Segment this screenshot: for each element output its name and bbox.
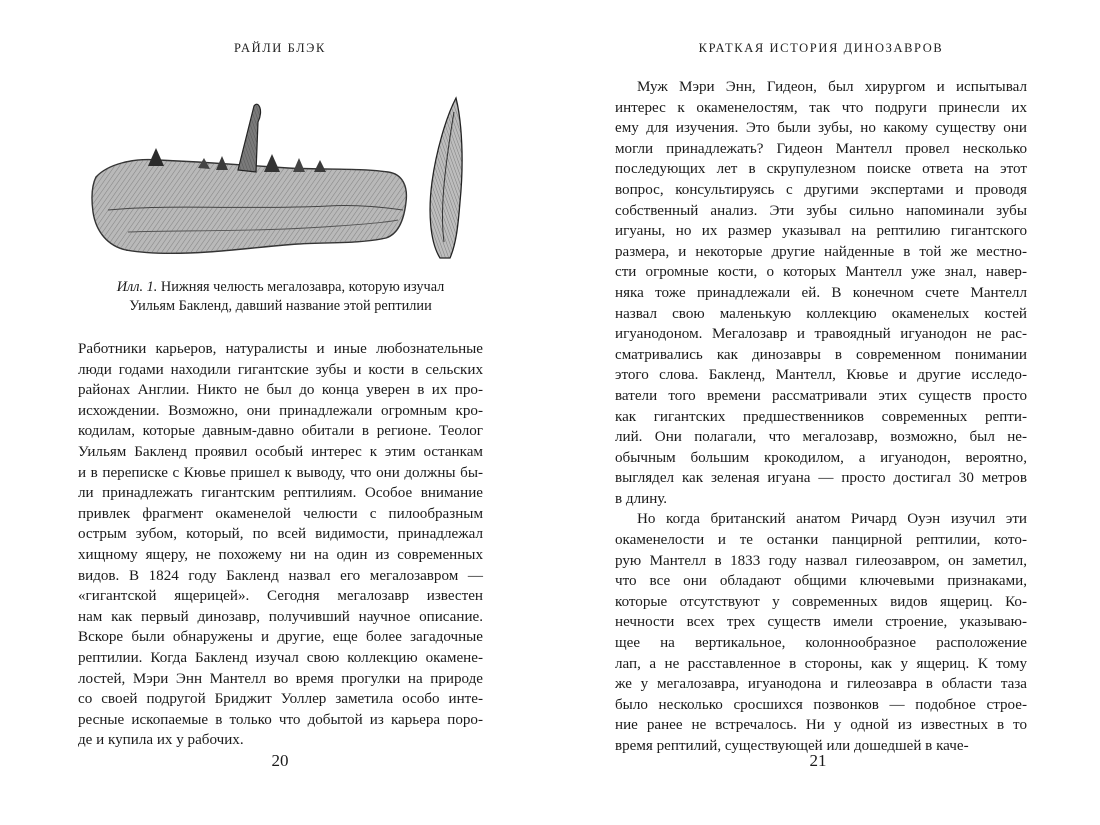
text-line: Уильям Бакленд проявил особый интерес к этим останкам [78, 443, 483, 460]
text-line: нечности всех трех существ имели строение, указываю- [615, 614, 1027, 631]
text-line: собственный анализ. Эти зубы сильно напоминали зубы [615, 202, 1027, 219]
text-line: было несколько сросшихся позвонков — подобное строе- [615, 696, 1027, 713]
text-line: де и купила их у рабочих. [78, 732, 244, 749]
running-head-title: КРАТКАЯ ИСТОРИЯ ДИНОЗАВРОВ [698, 41, 944, 55]
text-line: Муж Мэри Энн, Гидеон, был хирургом и испытывал [637, 79, 1027, 95]
text-line: лий. Они полагали, что мегалозавр, возможно, был не- [615, 429, 1027, 446]
text-line: могли принадлежать? Гидеон Мантелл провел несколько [615, 140, 1027, 157]
text-line: ему для изучения. Это были зубы, но какому существу они [615, 120, 1027, 137]
text-line: как гигантских предшественников современных репти- [615, 408, 1027, 425]
paragraph [615, 77, 1027, 509]
text-line: видов. В 1824 году Бакленд назвал его мегалозавром — [78, 567, 483, 584]
text-line: острым зубом, который, по всей видимости, принадлежал [78, 526, 483, 543]
text-line: что все они обладают общими ключевыми признаками, [615, 573, 1027, 590]
text-line: окаменелости и те останки панцирной рептилии, кото- [615, 532, 1027, 549]
text-line: Вскоре были обнаружены и другие, еще более загадочные [78, 629, 483, 646]
text-line: Работники карьеров, натуралисты и иные любознательные [78, 341, 483, 357]
text-line: рептилии. Когда Бакленд изучал свою коллекцию окамене- [78, 649, 483, 666]
body-text-right [615, 77, 1027, 757]
text-line: щее на вертикальное, колоннообразное расположение [615, 635, 1027, 652]
text-line: назвал свою маленькую коллекцию окаменелых костей [615, 305, 1027, 322]
right-page [560, 0, 1100, 825]
text-line: игуанодоном. Мегалозавр и травоядный игуанодон не рас- [615, 326, 1027, 343]
text-line: вопрос, консультируясь с другими экспертами и проводя [615, 181, 1027, 198]
body-text-left [78, 339, 483, 751]
text-line: которые отсутствуют у современных видов ящериц. Ко- [615, 593, 1027, 610]
text-line: лап, а не расставленное в стороны, как у ящериц. К тому [615, 655, 1027, 672]
text-line: обычным большим крокодилом, а игуанодон, вероятно, [615, 449, 1027, 466]
text-line: ресные ископаемые в только что добытой из карьера поро- [78, 711, 483, 728]
text-line: выглядел как зеленая игуана — просто достигал 30 метров [615, 470, 1027, 487]
megalosaurus-jaw-illustration [88, 92, 480, 262]
text-line: же у мегалозавра, игуанодона и гилеозавра в области таза [615, 676, 1027, 693]
tooth [293, 158, 305, 172]
text-line: хищному ящеру, не похожему ни на один из современных [78, 546, 483, 563]
text-line: исхождении. Возможно, они принадлежали огромным кро- [78, 402, 483, 419]
text-line: люди годами находили гигантские зубы и кости в сельских [78, 361, 483, 378]
text-line: рую Мантелл в 1833 году назвал гилеозавром, он заметил, [615, 552, 1027, 569]
text-line: интерес к окаменелостям, так что подруги принесли их [615, 99, 1027, 116]
figure-caption [78, 278, 483, 316]
running-head-author: РАЙЛИ БЛЭК [234, 41, 326, 55]
page-number-left: 20 [271, 751, 289, 770]
text-line: размера, и некоторые другие найденные в той же местно- [615, 243, 1027, 260]
tooth [264, 154, 280, 172]
text-line: кодилам, которые давным-давно обитали в регионе. Теолог [78, 423, 483, 440]
text-line: районах Англии. Никто не был до конца уверен в их про- [78, 382, 483, 399]
caption-label: Илл. 1. [116, 279, 158, 295]
text-line: последующих лет в скрупулезном поиске ответа на этот [615, 161, 1027, 178]
caption-text-line1: Нижняя челюсть мегалозавра, которую изучал [157, 279, 445, 295]
text-line: в длину. [615, 490, 668, 507]
paragraph [78, 339, 483, 751]
text-line: этого слова. Бакленд, Мантелл, Кювье и другие исследо- [615, 367, 1027, 384]
text-line: игуаны, но их размер указывал на рептилию гигантского [615, 223, 1027, 240]
paragraph [615, 509, 1027, 756]
text-line: лостей, Мэри Энн Мантелл во время прогулки на природе [78, 670, 483, 687]
page-number-right: 21 [809, 751, 827, 770]
text-line: ватели того времени рассматривали этих существ просто [615, 387, 1027, 404]
text-line: время рептилий, существующей или дошедшей в каче- [615, 738, 969, 754]
tooth [148, 148, 164, 166]
text-line: сматривались как динозавры в современном понимании [615, 346, 1027, 363]
text-line: няка тоже принадлежали ей. В конечном счете Мантелл [615, 284, 1027, 301]
text-line: со своей подругой Бриджит Уоллер заметила особо инте- [78, 691, 483, 708]
text-line: Но когда британский анатом Ричард Оуэн изучил эти [637, 511, 1027, 528]
text-line: ние ранее не встречалось. Ни у одной из известных в то [615, 717, 1027, 734]
text-line: ли принадлежать гигантским рептилиям. Особое внимание [78, 485, 483, 502]
text-line: «гигантской ящерицей». Сегодня мегалозавр известен [78, 588, 483, 605]
text-line: и в переписке с Кювье пришел к выводу, что они должны бы- [78, 464, 483, 481]
text-line: привлек фрагмент окаменелой челюсти с пилообразным [78, 505, 483, 522]
text-line: нам как первый динозавр, получивший научное описание. [78, 608, 483, 625]
text-line: сти огромные кости, о которых Мантелл уже знал, навер- [615, 264, 1027, 281]
tooth [314, 160, 326, 172]
caption-text-line2: Уильям Бакленд, давший название этой рептилии [129, 297, 432, 314]
